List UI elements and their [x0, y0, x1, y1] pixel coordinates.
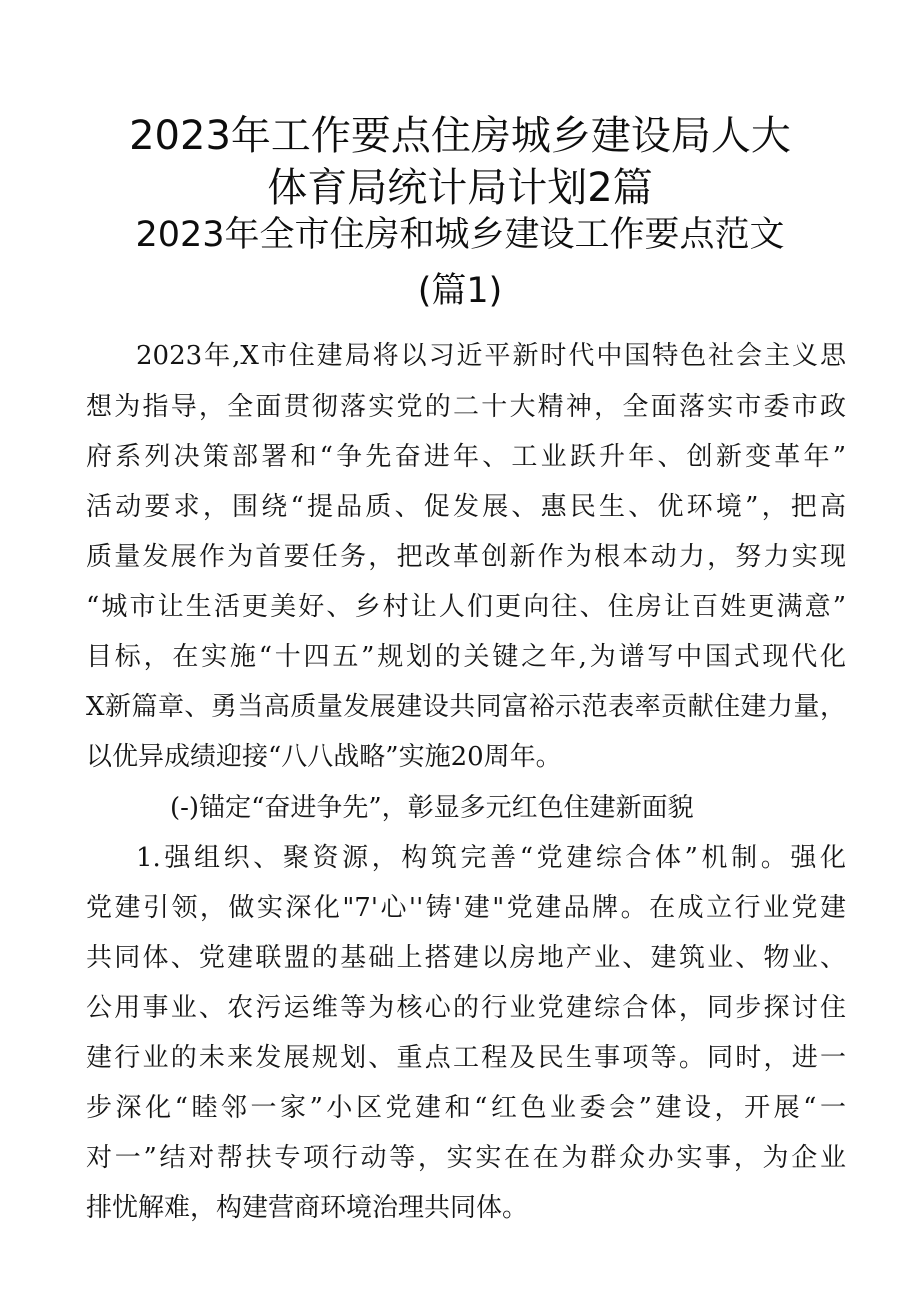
- paragraph-2-line: 共同体、党建联盟的基础上搭建以房地产业、建筑业、物业、: [86, 943, 846, 973]
- paragraph-1-line: “城市让生活更美好、乡村让人们更向往、住房让百姓更满意”: [86, 592, 846, 622]
- paragraph-1-line: 2023年,X市住建局将以习近平新时代中国特色社会主义思: [136, 341, 846, 371]
- article-title-line-2: (篇1): [417, 271, 503, 311]
- paragraph-1-line: 府系列决策部署和“争先奋进年、工业跃升年、创新变革年”: [86, 442, 846, 472]
- paragraph-1-line: X新篇章、勇当高质量发展建设共同富裕示范表率贡献住建力量，: [86, 692, 846, 722]
- paragraph-2-line: 1.强组织、聚资源，构筑完善“党建综合体”机制。强化: [136, 843, 846, 873]
- paragraph-2-line: 步深化“睦邻一家”小区党建和“红色业委会”建设，开展“一: [86, 1093, 846, 1123]
- paragraph-1-line: 质量发展作为首要任务，把改革创新作为根本动力，努力实现: [86, 542, 846, 572]
- paragraph-2-line: 建行业的未来发展规划、重点工程及民生事项等。同时，进一: [86, 1043, 846, 1073]
- paragraph-1-line: 想为指导，全面贯彻落实党的二十大精神，全面落实市委市政: [86, 392, 846, 422]
- section-heading: (-)锚定“奋进争先”，彰显多元红色住建新面貌: [170, 793, 694, 823]
- paragraph-2-line: 党建引领，做实深化"7'心''铸'建"党建品牌。在成立行业党建: [86, 893, 846, 923]
- paragraph-2-line: 对一”结对帮扶专项行动等，实实在在为群众办实事，为企业: [86, 1143, 846, 1173]
- document-title-line-1: 2023年工作要点住房城乡建设局人大: [129, 113, 791, 159]
- article-title-line-1: 2023年全市住房和城乡建设工作要点范文: [135, 215, 785, 255]
- paragraph-1-line: 目标，在实施“十四五”规划的关键之年,为谱写中国式现代化: [86, 642, 846, 672]
- document-title-line-2: 体育局统计局计划2篇: [267, 165, 653, 211]
- paragraph-1-line: 活动要求，围绕“提品质、促发展、惠民生、优环境”，把高: [86, 492, 846, 522]
- paragraph-2-line: 公用事业、农污运维等为核心的行业党建综合体，同步探讨住: [86, 993, 846, 1023]
- paragraph-1-line: 以优异成绩迎接“八八战略”实施20周年。: [86, 742, 562, 772]
- paragraph-2-line: 排忧解难，构建营商环境治理共同体。: [86, 1193, 529, 1223]
